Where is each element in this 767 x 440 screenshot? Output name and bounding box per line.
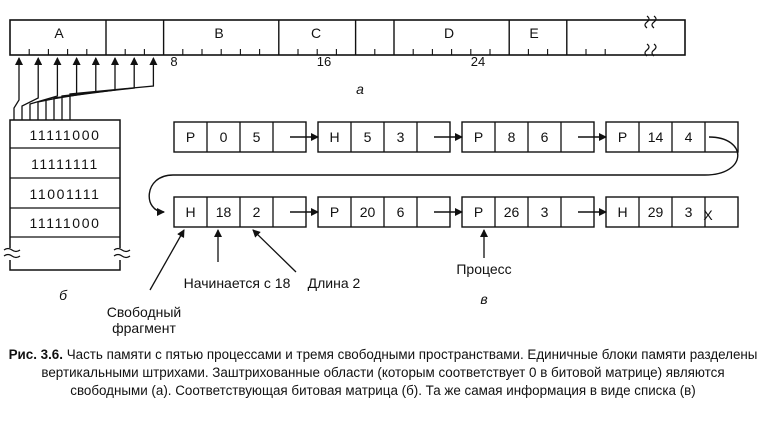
segment-label-a: A [54,25,64,41]
segment-label-d: D [443,25,455,41]
bit-arrow [70,58,153,120]
list-node [174,197,306,227]
list-node [606,197,738,227]
list-node [462,197,594,227]
caption-text: Часть памяти с пятью процессами и тремя свободными пространствами. Единичные блоки памяти разделены вертикальными штрихами. Заштрихованные области (которым соответствует 0 в битовой матрице) являются свободными (а). Соответствующая битовая матрица (б). Та же самая информация в виде списка (в) [41,347,758,398]
list-node-length: 3 [684,204,693,220]
figure-caption [8,346,758,400]
list-node-start: 26 [503,204,520,220]
bitmap-row: 11111000 [29,215,101,231]
sub-label-b: б [59,287,67,303]
list-node-length: 4 [684,129,693,145]
list-node [606,122,738,152]
tick-number-8: 8 [170,54,178,69]
sub-label-a: а [356,81,364,97]
sub-label-c: в [480,291,488,307]
list-node-start: 5 [363,129,372,145]
list-node-start: 14 [647,129,664,145]
list-node [318,197,450,227]
linked-list [107,122,738,336]
list-node-start: 29 [647,204,664,220]
starts-at-label: Начинается с 18 [183,275,291,291]
tick-number-24: 24 [470,54,486,69]
list-node-start: 20 [359,204,376,220]
annotation-arrow [253,230,296,272]
list-node-length: 5 [252,129,261,145]
bitmap [4,120,130,303]
list-node-kind: P [473,204,484,220]
list-node-start: 18 [215,204,232,220]
bit-arrow [54,58,115,120]
bitmap-break-marks [4,248,130,260]
end-marker: X [703,207,713,223]
list-node-kind: P [329,204,340,220]
free-fragment-label: Свободный [106,304,182,320]
list-node-kind: H [185,204,196,220]
list-node-start: 0 [219,129,228,145]
list-node-length: 3 [396,129,405,145]
list-node-kind: P [617,129,628,145]
list-node-kind: P [473,129,484,145]
list-node-length: 6 [540,129,549,145]
bitmap-row: 11111111 [31,156,99,172]
annotation-arrow [150,230,184,290]
bit-arrow [14,58,19,120]
bitmap-to-strip-arrows [14,58,153,120]
list-node [318,122,450,152]
list-node-length: 6 [396,204,405,220]
segment-label-c: C [310,25,322,41]
list-node [462,122,594,152]
segment-label-b: B [214,25,224,41]
list-node-kind: H [617,204,628,220]
memory-strip [10,16,685,97]
process-label: Процесс [456,261,512,277]
list-node-kind: P [185,129,196,145]
tick-number-16: 16 [316,54,332,69]
segment-label-e: E [529,25,539,41]
bitmap-row: 11001111 [29,186,101,202]
list-node-length: 2 [252,204,261,220]
free-fragment-label: фрагмент [112,320,176,336]
caption-label: Рис. 3.6. [8,347,63,362]
list-node [174,122,306,152]
memory-strip-outline [10,20,685,55]
length-label: Длина 2 [307,275,361,291]
list-node-length: 3 [540,204,549,220]
list-node-start: 8 [507,129,516,145]
list-node-kind: H [329,129,340,145]
bit-arrow [30,58,57,120]
bitmap-row: 11111000 [29,127,101,143]
